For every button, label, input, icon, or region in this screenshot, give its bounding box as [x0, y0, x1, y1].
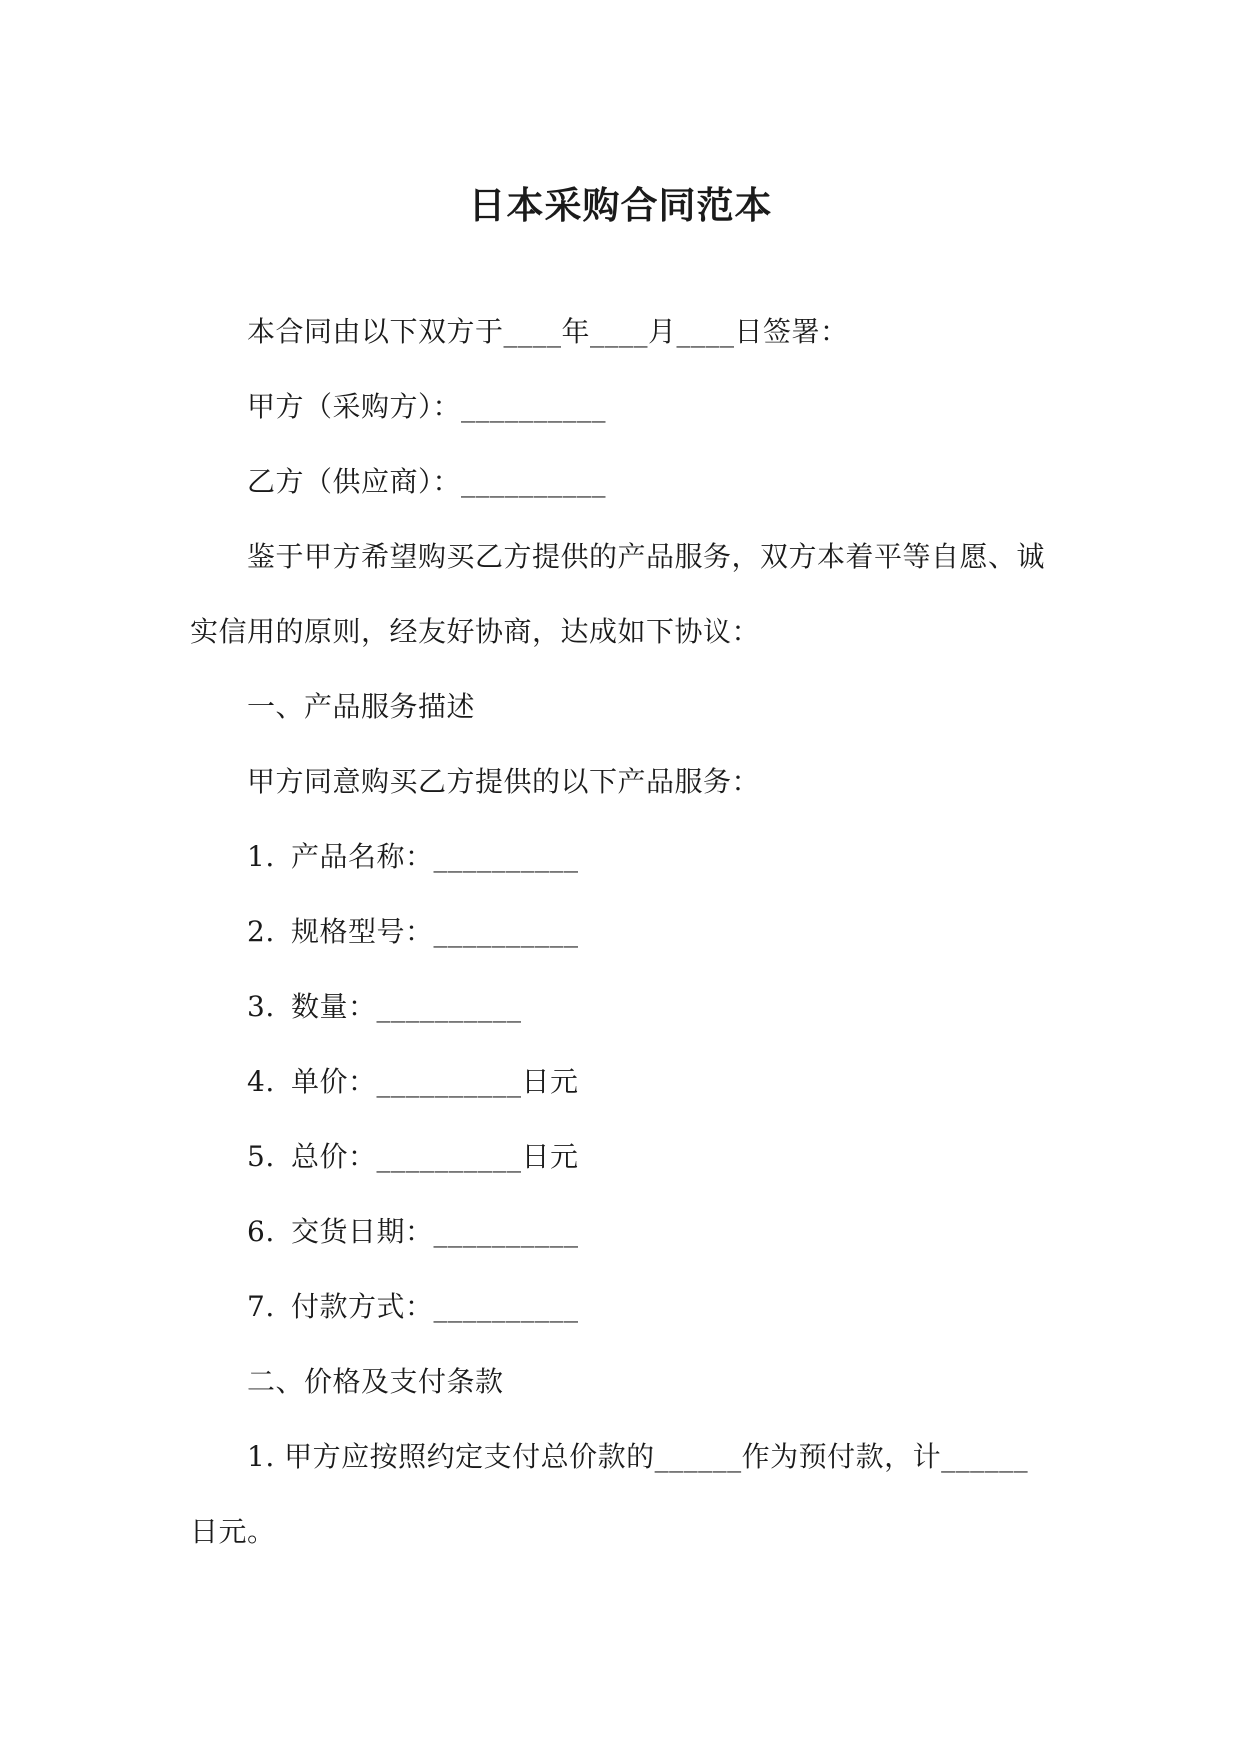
preamble-line-1: 鉴于甲方希望购买乙方提供的产品服务，双方本着平等自愿、诚 [247, 540, 1046, 573]
party-b-line: 乙方（供应商）：__________ [247, 465, 607, 498]
list-item-text: 付款方式：__________ [291, 1290, 579, 1323]
list-item-number: 3. [247, 990, 275, 1023]
list-item-text: 规格型号：__________ [291, 915, 579, 948]
section2-item1-line-2: 日元。 [190, 1515, 276, 1548]
list-item-number: 5. [247, 1140, 275, 1173]
party-a-line: 甲方（采购方）：__________ [247, 390, 607, 423]
list-item [247, 987, 522, 1027]
list-item-text: 产品名称：__________ [291, 840, 579, 873]
list-item-text: 交货日期：__________ [291, 1215, 579, 1248]
list-item [247, 837, 579, 877]
preamble-line-2: 实信用的原则，经友好协商，达成如下协议： [190, 615, 761, 648]
intro-line: 本合同由以下双方于____年____月____日签署： [247, 315, 849, 348]
list-item-number: 6. [247, 1215, 275, 1248]
list-item-text: 总价：__________日元 [291, 1140, 579, 1173]
list-item-text: 单价：__________日元 [291, 1065, 579, 1098]
list-item [247, 1062, 579, 1102]
section2-item1-line-1: 1. 甲方应按照约定支付总价款的______作为预付款，计______ [247, 1440, 1029, 1473]
section1-lead: 甲方同意购买乙方提供的以下产品服务： [247, 765, 761, 798]
section2-heading: 二、价格及支付条款 [247, 1365, 504, 1398]
list-item-number: 7. [247, 1290, 275, 1323]
section1-heading: 一、产品服务描述 [247, 690, 476, 723]
list-item-number: 1. [247, 840, 275, 873]
document-title: 日本采购合同范本 [468, 183, 773, 227]
list-item-text: 数量：__________ [291, 990, 522, 1023]
list-item [247, 1212, 579, 1252]
list-item-number: 2. [247, 915, 275, 948]
list-item [247, 1137, 579, 1177]
list-item [247, 1287, 579, 1327]
list-item [247, 912, 579, 952]
list-item-number: 4. [247, 1065, 275, 1098]
